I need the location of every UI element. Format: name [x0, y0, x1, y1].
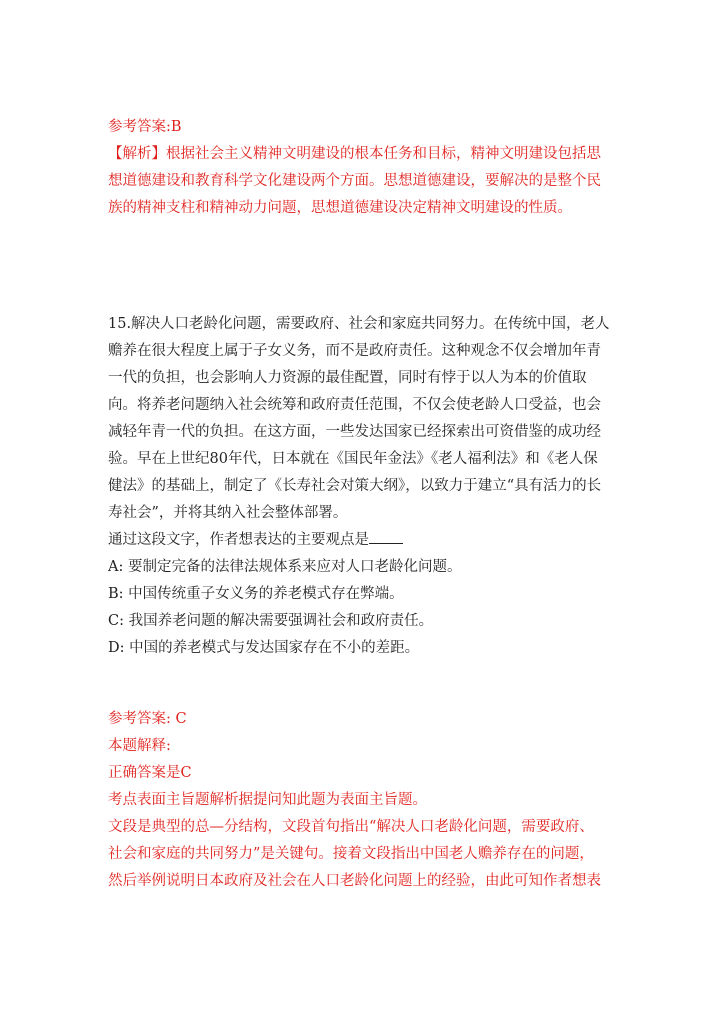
question-prompt-text: 通过这段文字，作者想表达的主要观点是 [108, 532, 369, 548]
option-c: C: 我国养老问题的解决需要强调社会和政府责任。 [108, 613, 434, 629]
option-d: D: 中国的养老模式与发达国家存在不小的差距。 [108, 640, 420, 656]
answer-block-2 [108, 706, 613, 895]
explanation-line: 考点表面主旨题解析据提问知此题为表面主旨题。 [108, 792, 427, 808]
question-15 [108, 311, 613, 662]
explanation-line: 社会和家庭的共同努力”是关键句。接着文段指出中国老人赡养存在的问题， [108, 846, 594, 862]
explanation-line: 族的精神支柱和精神动力问题，思想道德建设决定精神文明建设的性质。 [108, 200, 572, 216]
answer-line: 参考答案: C [108, 711, 187, 727]
answer-line: 参考答案:B [108, 119, 182, 135]
explanation-line: 然后举例说明日本政府及社会在人口老龄化问题上的经验，由此可知作者想表 [108, 873, 601, 889]
explanation-line: 文段是典型的总—分结构，文段首句指出“解决人口老龄化问题，需要政府、 [108, 819, 594, 835]
explanation-heading: 本题解释: [108, 738, 171, 754]
passage-line: 减轻年青一代的负担。在这方面，一些发达国家已经探索出可资借鉴的成功经 [108, 424, 601, 440]
explanation-line: 【解析】根据社会主义精神文明建设的根本任务和目标，精神文明建设包括思 [108, 146, 601, 162]
passage-line: 一代的负担，也会影响人力资源的最佳配置，同时有悖于以人为本的价值取 [108, 370, 587, 386]
question-prompt [108, 527, 613, 554]
passage-line: 健法》的基础上，制定了《长寿社会对策大纲》，以致力于建立“具有活力的长 [108, 478, 602, 494]
passage-line: 赡养在很大程度上属于子女义务，而不是政府责任。这种观念不仅会增加年青 [108, 343, 601, 359]
passage-line: 寿社会”，并将其纳入社会整体部署。 [108, 505, 348, 521]
explanation-line: 想道德建设和教育科学文化建设两个方面。思想道德建设，要解决的是整个民 [108, 173, 601, 189]
option-b: B: 中国传统重子女义务的养老模式存在弊端。 [108, 586, 404, 602]
option-a: A: 要制定完备的法律法规体系来应对人口老龄化问题。 [108, 559, 462, 575]
answer-block-1 [108, 114, 613, 222]
passage-line: 验。早在上世纪80年代，日本就在《国民年金法》《老人福利法》和《老人保 [108, 451, 598, 467]
passage-line: 向。将养老问题纳入社会统筹和政府责任范围，不仅会使老龄人口受益，也会 [108, 397, 601, 413]
passage-line: 15.解决人口老龄化问题，需要政府、社会和家庭共同努力。在传统中国，老人 [108, 316, 610, 332]
correct-answer-line: 正确答案是C [108, 765, 192, 781]
answer-blank [369, 531, 403, 544]
